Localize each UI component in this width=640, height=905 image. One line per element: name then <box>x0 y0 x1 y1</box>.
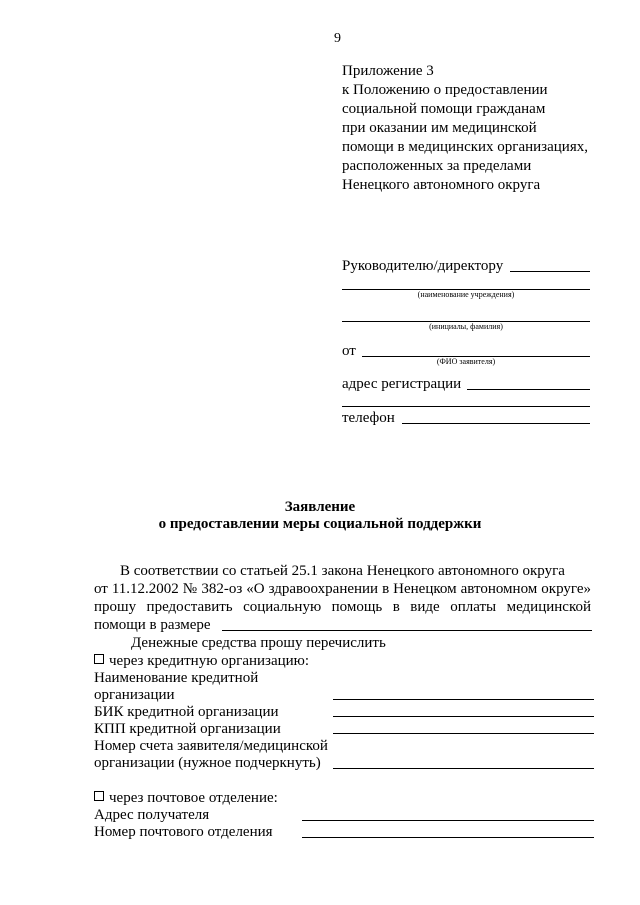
bik-field-line[interactable] <box>333 716 594 717</box>
appendix-line-7: Ненецкого автономного округа <box>342 177 541 193</box>
body-line-4: помощи в размере <box>94 617 211 633</box>
appendix-line-2: к Положению о предоставлении <box>342 82 548 98</box>
address-field-line-2[interactable] <box>342 406 590 407</box>
appendix-line-6: расположенных за пределами <box>342 158 532 174</box>
institution-hint: (наименование учреждения) <box>417 290 515 299</box>
kpp-label: КПП кредитной организации <box>94 721 281 737</box>
money-transfer-text: Денежные средства прошу перечислить <box>131 635 386 651</box>
initials-hint: (инициалы, фамилия) <box>429 322 503 331</box>
body-line-3: прошу предоставить социальную помощь в виде оплаты медицинской <box>94 599 591 615</box>
applicant-hint: (ФИО заявителя) <box>436 357 496 366</box>
appendix-line-5: помощи в медицинских организациях, <box>342 139 588 155</box>
account-field-line[interactable] <box>333 768 594 769</box>
director-field-line[interactable] <box>510 271 590 272</box>
address-label: адрес регистрации <box>342 376 462 392</box>
credit-name-label-2: организации <box>94 687 175 703</box>
credit-name-label-1: Наименование кредитной <box>94 670 259 686</box>
from-label: от <box>342 343 356 359</box>
bik-label: БИК кредитной организации <box>94 704 279 720</box>
page-number: 9 <box>334 31 341 46</box>
account-label-1: Номер счета заявителя/медицинской <box>94 738 328 754</box>
recipient-address-label: Адрес получателя <box>94 807 210 823</box>
appendix-line-4: при оказании им медицинской <box>342 120 537 136</box>
body-line-1: В соответствии со статьей 25.1 закона Ненецкого автономного округа <box>120 563 565 579</box>
document-title: Заявление <box>284 499 356 515</box>
phone-field-line[interactable] <box>402 423 590 424</box>
document-subtitle: о предоставлении меры социальной поддержки <box>158 516 482 532</box>
post-option-label: через почтовое отделение: <box>109 790 278 806</box>
appendix-line-1: Приложение 3 <box>342 63 434 79</box>
post-office-number-label: Номер почтового отделения <box>94 824 273 840</box>
body-line-2: от 11.12.2002 № 382-оз «О здравоохранении в Ненецком автономном округе» <box>94 581 591 597</box>
to-director-label: Руководителю/директору <box>342 258 504 274</box>
kpp-field-line[interactable] <box>333 733 594 734</box>
credit-name-field-line[interactable] <box>333 699 594 700</box>
credit-option-label: через кредитную организацию: <box>109 653 310 669</box>
address-field-line-1[interactable] <box>467 389 590 390</box>
phone-label: телефон <box>342 410 395 426</box>
recipient-address-field-line[interactable] <box>302 820 594 821</box>
account-label-2: организации (нужное подчеркнуть) <box>94 755 321 771</box>
amount-field-line[interactable] <box>222 630 592 631</box>
post-office-number-field-line[interactable] <box>302 837 594 838</box>
appendix-line-3: социальной помощи гражданам <box>342 101 546 117</box>
post-checkbox[interactable] <box>94 791 104 801</box>
credit-checkbox[interactable] <box>94 654 104 664</box>
